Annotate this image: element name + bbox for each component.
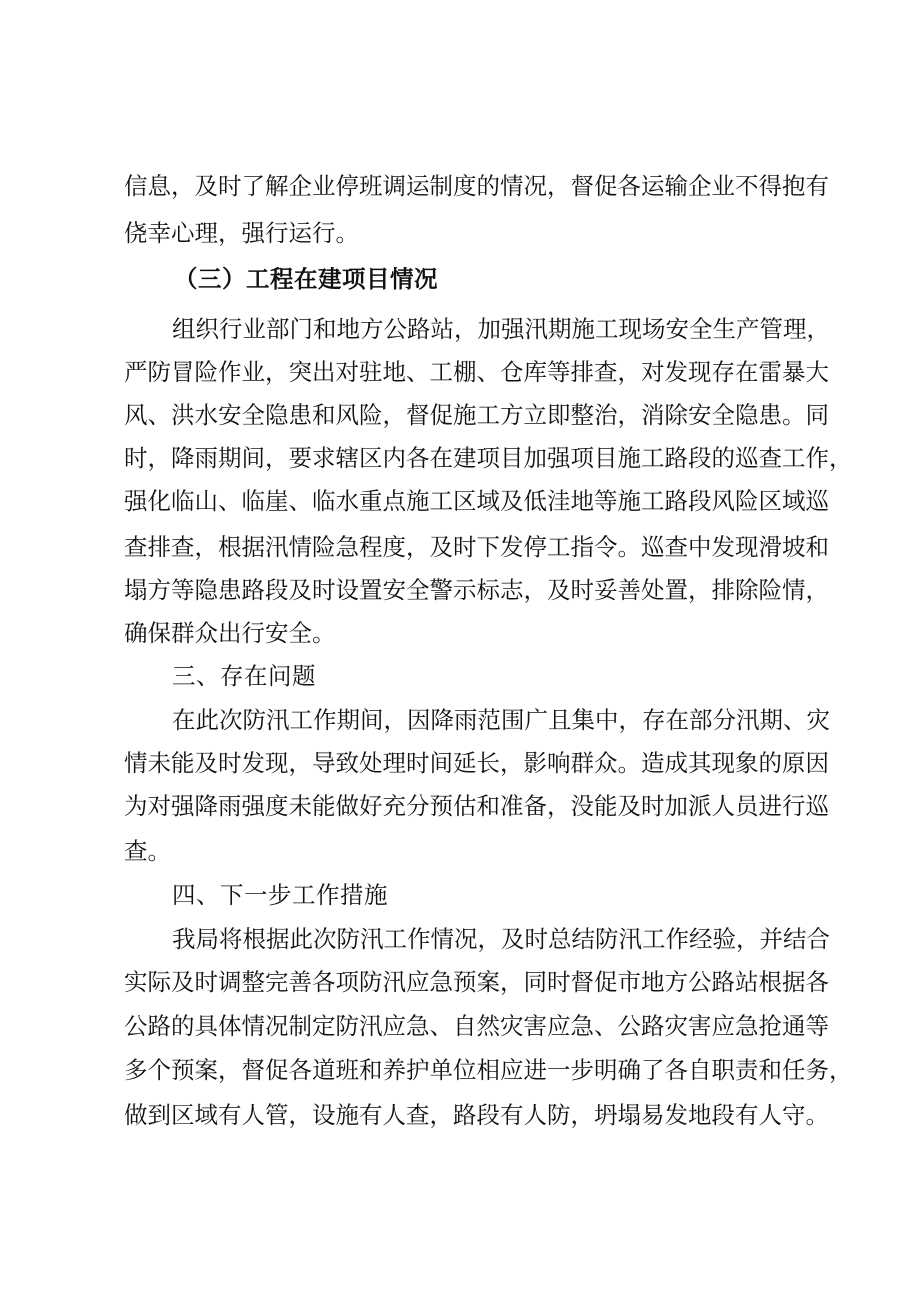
paragraph-line: 实际及时调整完善各项防汛应急预案，同时督促市地方公路站根据各 (124, 968, 829, 996)
paragraph-line: 情未能及时发现，导致处理时间延长，影响群众。造成其现象的原因 (124, 749, 829, 777)
section-heading: 三、存在问题 (172, 662, 316, 690)
paragraph-line: 为对强降雨强度未能做好充分预估和准备，没能及时加派人员进行巡 (124, 792, 829, 820)
paragraph-line: 强化临山、临崖、临水重点施工区域及低洼地等施工路段风险区域巡 (124, 487, 829, 515)
paragraph-line: 信息，及时了解企业停班调运制度的情况，督促各运输企业不得抱有 (124, 172, 829, 200)
paragraph-line: 做到区域有人管，设施有人查，路段有人防，坍塌易发地段有人守。 (124, 1101, 829, 1129)
paragraph-line: 时，降雨期间，要求辖区内各在建项目加强项目施工路段的巡查工作， (124, 444, 853, 472)
paragraph-line: 风、洪水安全隐患和风险，督促施工方立即整治，消除安全隐患。同 (124, 401, 829, 429)
paragraph-line: 我局将根据此次防汛工作情况，及时总结防汛工作经验，并结合 (172, 925, 830, 953)
paragraph-line: 公路的具体情况制定防汛应急、自然灾害应急、公路灾害应急抢通等 (124, 1012, 829, 1040)
paragraph-line: 侥幸心理，强行运行。 (124, 219, 359, 247)
paragraph-line: 严防冒险作业，突出对驻地、工棚、仓库等排查，对发现存在雷暴大 (124, 358, 829, 386)
paragraph-line: 确保群众出行安全。 (124, 619, 336, 647)
section-heading: 四、下一步工作措施 (172, 881, 388, 909)
paragraph-line: 塌方等隐患路段及时设置安全警示标志，及时妥善处置，排除险情， (124, 576, 829, 604)
paragraph-line: 在此次防汛工作期间，因降雨范围广且集中，存在部分汛期、灾 (172, 706, 830, 734)
paragraph-line: 多个预案，督促各道班和养护单位相应进一步明确了各自职责和任务， (124, 1056, 853, 1084)
paragraph-line: 查。 (124, 837, 171, 865)
paragraph-line: 组织行业部门和地方公路站，加强汛期施工现场安全生产管理， (172, 315, 830, 343)
subsection-heading: （三）工程在建项目情况 (174, 265, 438, 293)
paragraph-line: 查排查，根据汛情险急程度，及时下发停工指令。巡查中发现滑坡和 (124, 533, 829, 561)
